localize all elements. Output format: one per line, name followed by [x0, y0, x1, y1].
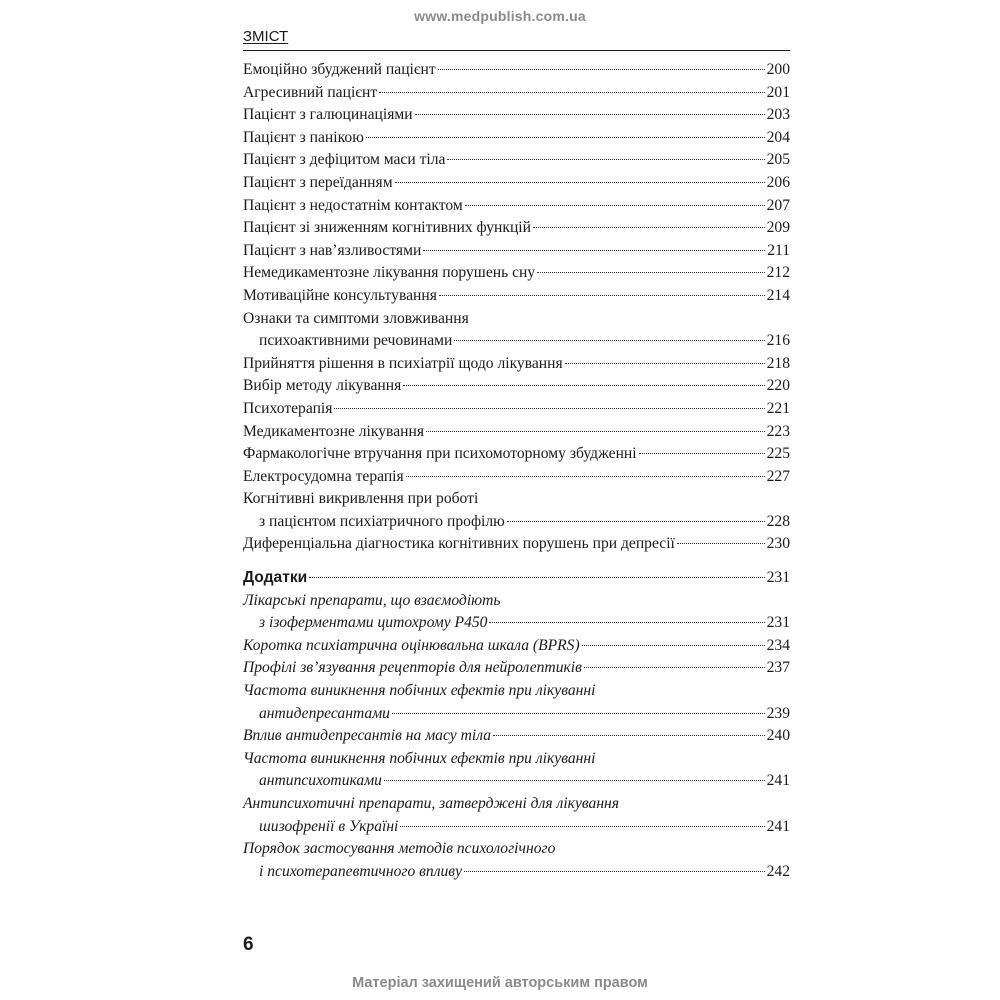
dot-leader	[392, 713, 765, 714]
dot-leader	[395, 182, 765, 183]
toc-entry[interactable]	[243, 149, 790, 172]
toc-section-gap	[243, 556, 790, 567]
toc-entry[interactable]	[243, 262, 790, 285]
toc-page-number: 237	[766, 659, 790, 677]
toc-entry-line	[243, 635, 790, 658]
toc-entry-line	[243, 511, 790, 534]
dot-leader	[639, 453, 765, 454]
toc-entry-title: Пацієнт зі зниженням когнітивних функцій	[243, 219, 531, 237]
toc-entry[interactable]	[243, 838, 790, 883]
toc-entry-title: Порядок застосування методів психологічного	[243, 840, 556, 858]
toc-entry[interactable]	[243, 375, 790, 398]
toc-page-number: 205	[766, 151, 790, 169]
toc-entry-title: Додатки	[243, 569, 308, 587]
toc-entry-line	[243, 375, 790, 398]
toc-entry-line	[243, 466, 790, 489]
dot-leader	[447, 159, 764, 160]
toc-entry[interactable]	[243, 443, 790, 466]
toc-entry[interactable]	[243, 590, 790, 635]
toc-entry[interactable]	[243, 466, 790, 489]
toc-page-number: 201	[766, 83, 790, 101]
dot-leader	[334, 408, 764, 409]
page-number: 6	[243, 934, 254, 955]
toc-page-number: 242	[766, 862, 790, 880]
toc-entry-line	[243, 240, 790, 263]
toc-page-number: 220	[766, 377, 790, 395]
toc-page-number: 228	[766, 512, 790, 530]
toc-entry-line	[243, 567, 790, 590]
toc-entry-title: Лікарські препарати, що взаємодіють	[243, 591, 501, 609]
toc-entry-line	[243, 680, 790, 703]
dot-leader	[454, 340, 764, 341]
toc-entry-title: Емоційно збуджений пацієнт	[243, 61, 436, 78]
dot-leader	[379, 92, 764, 93]
toc-page-number: 239	[766, 704, 790, 722]
toc-entry-title: Вплив антидепресантів на масу тіла	[243, 727, 491, 745]
toc-page-number: 231	[766, 614, 790, 632]
toc-entry-title: Психотерапія	[243, 399, 333, 417]
toc-entry-title: з ізоферментами цитохрому P450	[259, 614, 488, 632]
toc-entry-title: Вибір методу лікування	[243, 377, 402, 395]
toc-entry[interactable]	[243, 533, 790, 556]
toc-entry[interactable]	[243, 240, 790, 263]
toc-entry-title: шизофренії в Україні	[259, 817, 399, 835]
toc-entry-line	[243, 330, 790, 353]
toc-entry[interactable]	[243, 172, 790, 195]
toc-page-number: 206	[766, 173, 790, 191]
toc-entry-line	[243, 217, 790, 240]
toc-entry-line	[243, 59, 790, 82]
toc-entry-title: Пацієнт з панікою	[243, 128, 364, 146]
toc-entry-line	[243, 104, 790, 127]
dot-leader	[464, 871, 765, 872]
header-divider	[243, 50, 790, 51]
toc-entry-line	[243, 443, 790, 466]
dot-leader	[384, 780, 765, 781]
table-of-contents	[243, 59, 790, 883]
dot-leader	[565, 363, 765, 364]
toc-entry-title: Медикаментозне лікування	[243, 422, 424, 440]
toc-entry-line	[243, 149, 790, 172]
toc-entry-title: Коротка психіатрична оцінювальна шкала (BPRS)	[243, 636, 580, 654]
dot-leader	[537, 272, 764, 273]
dot-leader	[584, 667, 765, 668]
toc-entry[interactable]	[243, 657, 790, 680]
toc-entry-title: антидепресантами	[259, 704, 390, 722]
dot-leader	[582, 645, 765, 646]
toc-page-number: 231	[766, 569, 790, 587]
toc-entry-title: Когнітивні викривлення при роботі	[243, 490, 479, 508]
toc-page-number: 241	[766, 772, 790, 790]
toc-page-number: 209	[766, 219, 790, 237]
toc-entry-title: Частота виникнення побічних ефектів при лікуванні	[243, 749, 596, 767]
toc-page-number: 230	[766, 535, 790, 553]
toc-entry-line	[243, 703, 790, 726]
toc-entry-line	[243, 398, 790, 421]
toc-page-number: 204	[766, 128, 790, 146]
dot-leader	[400, 826, 764, 827]
dot-leader	[677, 543, 765, 544]
dot-leader	[439, 295, 765, 296]
toc-entry-line	[243, 590, 790, 613]
toc-entry[interactable]	[243, 285, 790, 308]
toc-entry-title: Прийняття рішення в психіатрії щодо лікування	[243, 354, 563, 372]
toc-entry-line	[243, 770, 790, 793]
dot-leader	[423, 250, 765, 251]
dot-leader	[438, 69, 765, 70]
toc-entry-title: Профілі зв’язування рецепторів для нейролептиків	[243, 659, 582, 677]
toc-page-number: 227	[766, 467, 790, 485]
toc-entry[interactable]	[243, 567, 790, 590]
dot-leader	[406, 476, 765, 477]
toc-entry-line	[243, 421, 790, 444]
toc-entry[interactable]	[243, 217, 790, 240]
toc-entry-title: Фармакологічне втручання при психомоторному збудженні	[243, 445, 637, 463]
toc-entry-title: з пацієнтом психіатричного профілю	[259, 512, 505, 530]
toc-page-number: 212	[766, 264, 790, 282]
toc-entry[interactable]	[243, 398, 790, 421]
toc-entry-line	[243, 748, 790, 771]
dot-leader	[465, 205, 765, 206]
toc-entry[interactable]	[243, 635, 790, 658]
toc-entry-title: Частота виникнення побічних ефектів при лікуванні	[243, 682, 596, 700]
dot-leader	[533, 227, 765, 228]
toc-entry-line	[243, 793, 790, 816]
toc-entry-title: Пацієнт з галюцинаціями	[243, 106, 413, 124]
toc-entry[interactable]	[243, 353, 790, 376]
toc-entry-title: Немедикаментозне лікування порушень сну	[243, 264, 536, 282]
toc-entry[interactable]	[243, 421, 790, 444]
toc-entry-title: Пацієнт з недостатнім контактом	[243, 196, 463, 214]
toc-entry-title: Пацієнт з дефіцитом маси тіла	[243, 151, 446, 169]
toc-page-number: 225	[766, 445, 790, 463]
toc-page-number: 234	[766, 636, 790, 654]
toc-entry-line	[243, 861, 790, 884]
toc-entry[interactable]	[243, 748, 790, 793]
toc-entry-line	[243, 533, 790, 556]
copyright-notice: Матеріал захищений авторським правом	[352, 975, 648, 991]
toc-entry[interactable]	[243, 308, 790, 353]
toc-entry-line	[243, 353, 790, 376]
toc-entry[interactable]	[243, 195, 790, 218]
toc-entry-line	[243, 172, 790, 195]
toc-page-number: 207	[766, 196, 790, 214]
dot-leader	[426, 431, 765, 432]
toc-entry-title: Пацієнт з нав’язливостями	[243, 241, 422, 259]
toc-entry-title: антипсихотиками	[259, 772, 382, 790]
toc-entry[interactable]	[243, 488, 790, 533]
toc-page-number: 216	[766, 332, 790, 350]
toc-entry-line	[243, 82, 790, 105]
toc-page-number: 240	[766, 727, 790, 745]
toc-entry[interactable]	[243, 82, 790, 105]
toc-entry-line	[243, 612, 790, 635]
toc-entry-title: Мотиваційне консультування	[243, 286, 437, 304]
toc-entry[interactable]	[243, 725, 790, 748]
dot-leader	[507, 521, 765, 522]
toc-page-number: 203	[766, 106, 790, 124]
dot-leader	[489, 622, 764, 623]
toc-entry-line	[243, 262, 790, 285]
toc-entry-title: Ознаки та симптоми зловживання	[243, 309, 469, 327]
toc-entry[interactable]	[243, 59, 790, 82]
toc-entry-title: Пацієнт з переїданням	[243, 173, 393, 191]
toc-entry-line	[243, 195, 790, 218]
toc-entry-line	[243, 657, 790, 680]
toc-page-number: 211	[767, 241, 790, 259]
toc-entry-line	[243, 308, 790, 331]
dot-leader	[403, 385, 764, 386]
toc-entry[interactable]	[243, 127, 790, 150]
toc-entry-title: Агресивний пацієнт	[243, 83, 378, 101]
toc-entry[interactable]	[243, 104, 790, 127]
toc-page-number: 200	[766, 61, 790, 78]
site-url: www.medpublish.com.ua	[414, 8, 586, 24]
toc-entry-line	[243, 816, 790, 839]
toc-entry-title: Антипсихотичні препарати, затверджені для лікування	[243, 795, 620, 812]
toc-entry[interactable]	[243, 680, 790, 725]
toc-entry-title: і психотерапевтичного впливу	[259, 862, 463, 880]
toc-entry-line	[243, 725, 790, 748]
toc-entry[interactable]	[243, 793, 790, 838]
toc-entry-line	[243, 838, 790, 861]
toc-page-number: 221	[766, 399, 790, 417]
dot-leader	[309, 577, 764, 578]
toc-page-number: 241	[766, 817, 790, 835]
toc-page-number: 218	[766, 354, 790, 372]
dot-leader	[415, 114, 765, 115]
toc-entry-line	[243, 285, 790, 308]
section-label: ЗМІСТ	[243, 28, 289, 45]
toc-entry-title: Диференціальна діагностика когнітивних порушень при депресії	[243, 535, 675, 553]
dot-leader	[366, 137, 765, 138]
toc-entry-title: Електросудомна терапія	[243, 467, 404, 485]
toc-entry-title: психоактивними речовинами	[259, 332, 453, 350]
toc-entry-line	[243, 488, 790, 511]
toc-page-number: 223	[766, 422, 790, 440]
toc-page-number: 214	[766, 286, 790, 304]
dot-leader	[493, 735, 765, 736]
toc-entry-line	[243, 127, 790, 150]
